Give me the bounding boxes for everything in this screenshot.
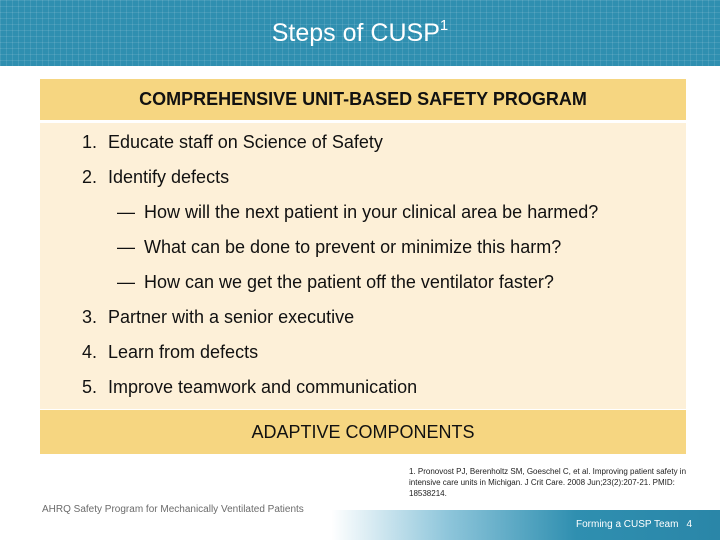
slide-title-text: Steps of CUSP	[271, 19, 440, 47]
footer-section-title: Forming a CUSP Team	[575, 519, 679, 530]
banner-bottom-heading: ADAPTIVE COMPONENTS	[251, 422, 475, 442]
step-number: 3.	[82, 307, 98, 327]
step-number: 2.	[82, 167, 98, 187]
footer-program-name: AHRQ Safety Program for Mechanically Ventilated Patients	[42, 504, 304, 515]
sub-question-text: What can be done to prevent or minimize this harm?	[144, 237, 562, 257]
footnote-citation: 1. Pronovost PJ, Berenholtz SM, Goeschel C, et al. Improving patient safety in intensive care units in Michigan. J Crit Care. 2008 Jun;23(2):207-21. PMID: 18538214.	[409, 467, 687, 498]
step-number: 5.	[82, 377, 98, 397]
step-item-3	[82, 305, 354, 329]
slide-title	[0, 18, 720, 48]
sub-question-2	[117, 235, 561, 259]
sub-question-text: How can we get the patient off the ventilator faster?	[144, 272, 554, 292]
dash-bullet: —	[117, 272, 135, 292]
step-text: Educate staff on Science of Safety	[108, 132, 383, 152]
step-number: 1.	[82, 132, 98, 152]
step-item-4	[82, 340, 258, 364]
step-text: Improve teamwork and communication	[108, 377, 418, 397]
step-text: Learn from defects	[108, 342, 259, 362]
title-superscript: 1	[439, 17, 449, 34]
dash-bullet: —	[117, 237, 135, 257]
sub-question-3	[117, 270, 554, 294]
footer-section	[576, 519, 692, 530]
sub-question-text: How will the next patient in your clinical area be harmed?	[144, 202, 599, 222]
step-item-5	[82, 375, 417, 399]
banner-top-heading: COMPREHENSIVE UNIT-BASED SAFETY PROGRAM	[139, 89, 587, 109]
page-number: 4	[686, 519, 692, 530]
step-text: Partner with a senior executive	[108, 307, 355, 327]
step-number: 4.	[82, 342, 98, 362]
dash-bullet: —	[117, 202, 135, 222]
step-text: Identify defects	[108, 167, 230, 187]
step-item-2	[82, 165, 229, 189]
step-item-1	[82, 130, 383, 154]
sub-question-1	[117, 200, 598, 224]
